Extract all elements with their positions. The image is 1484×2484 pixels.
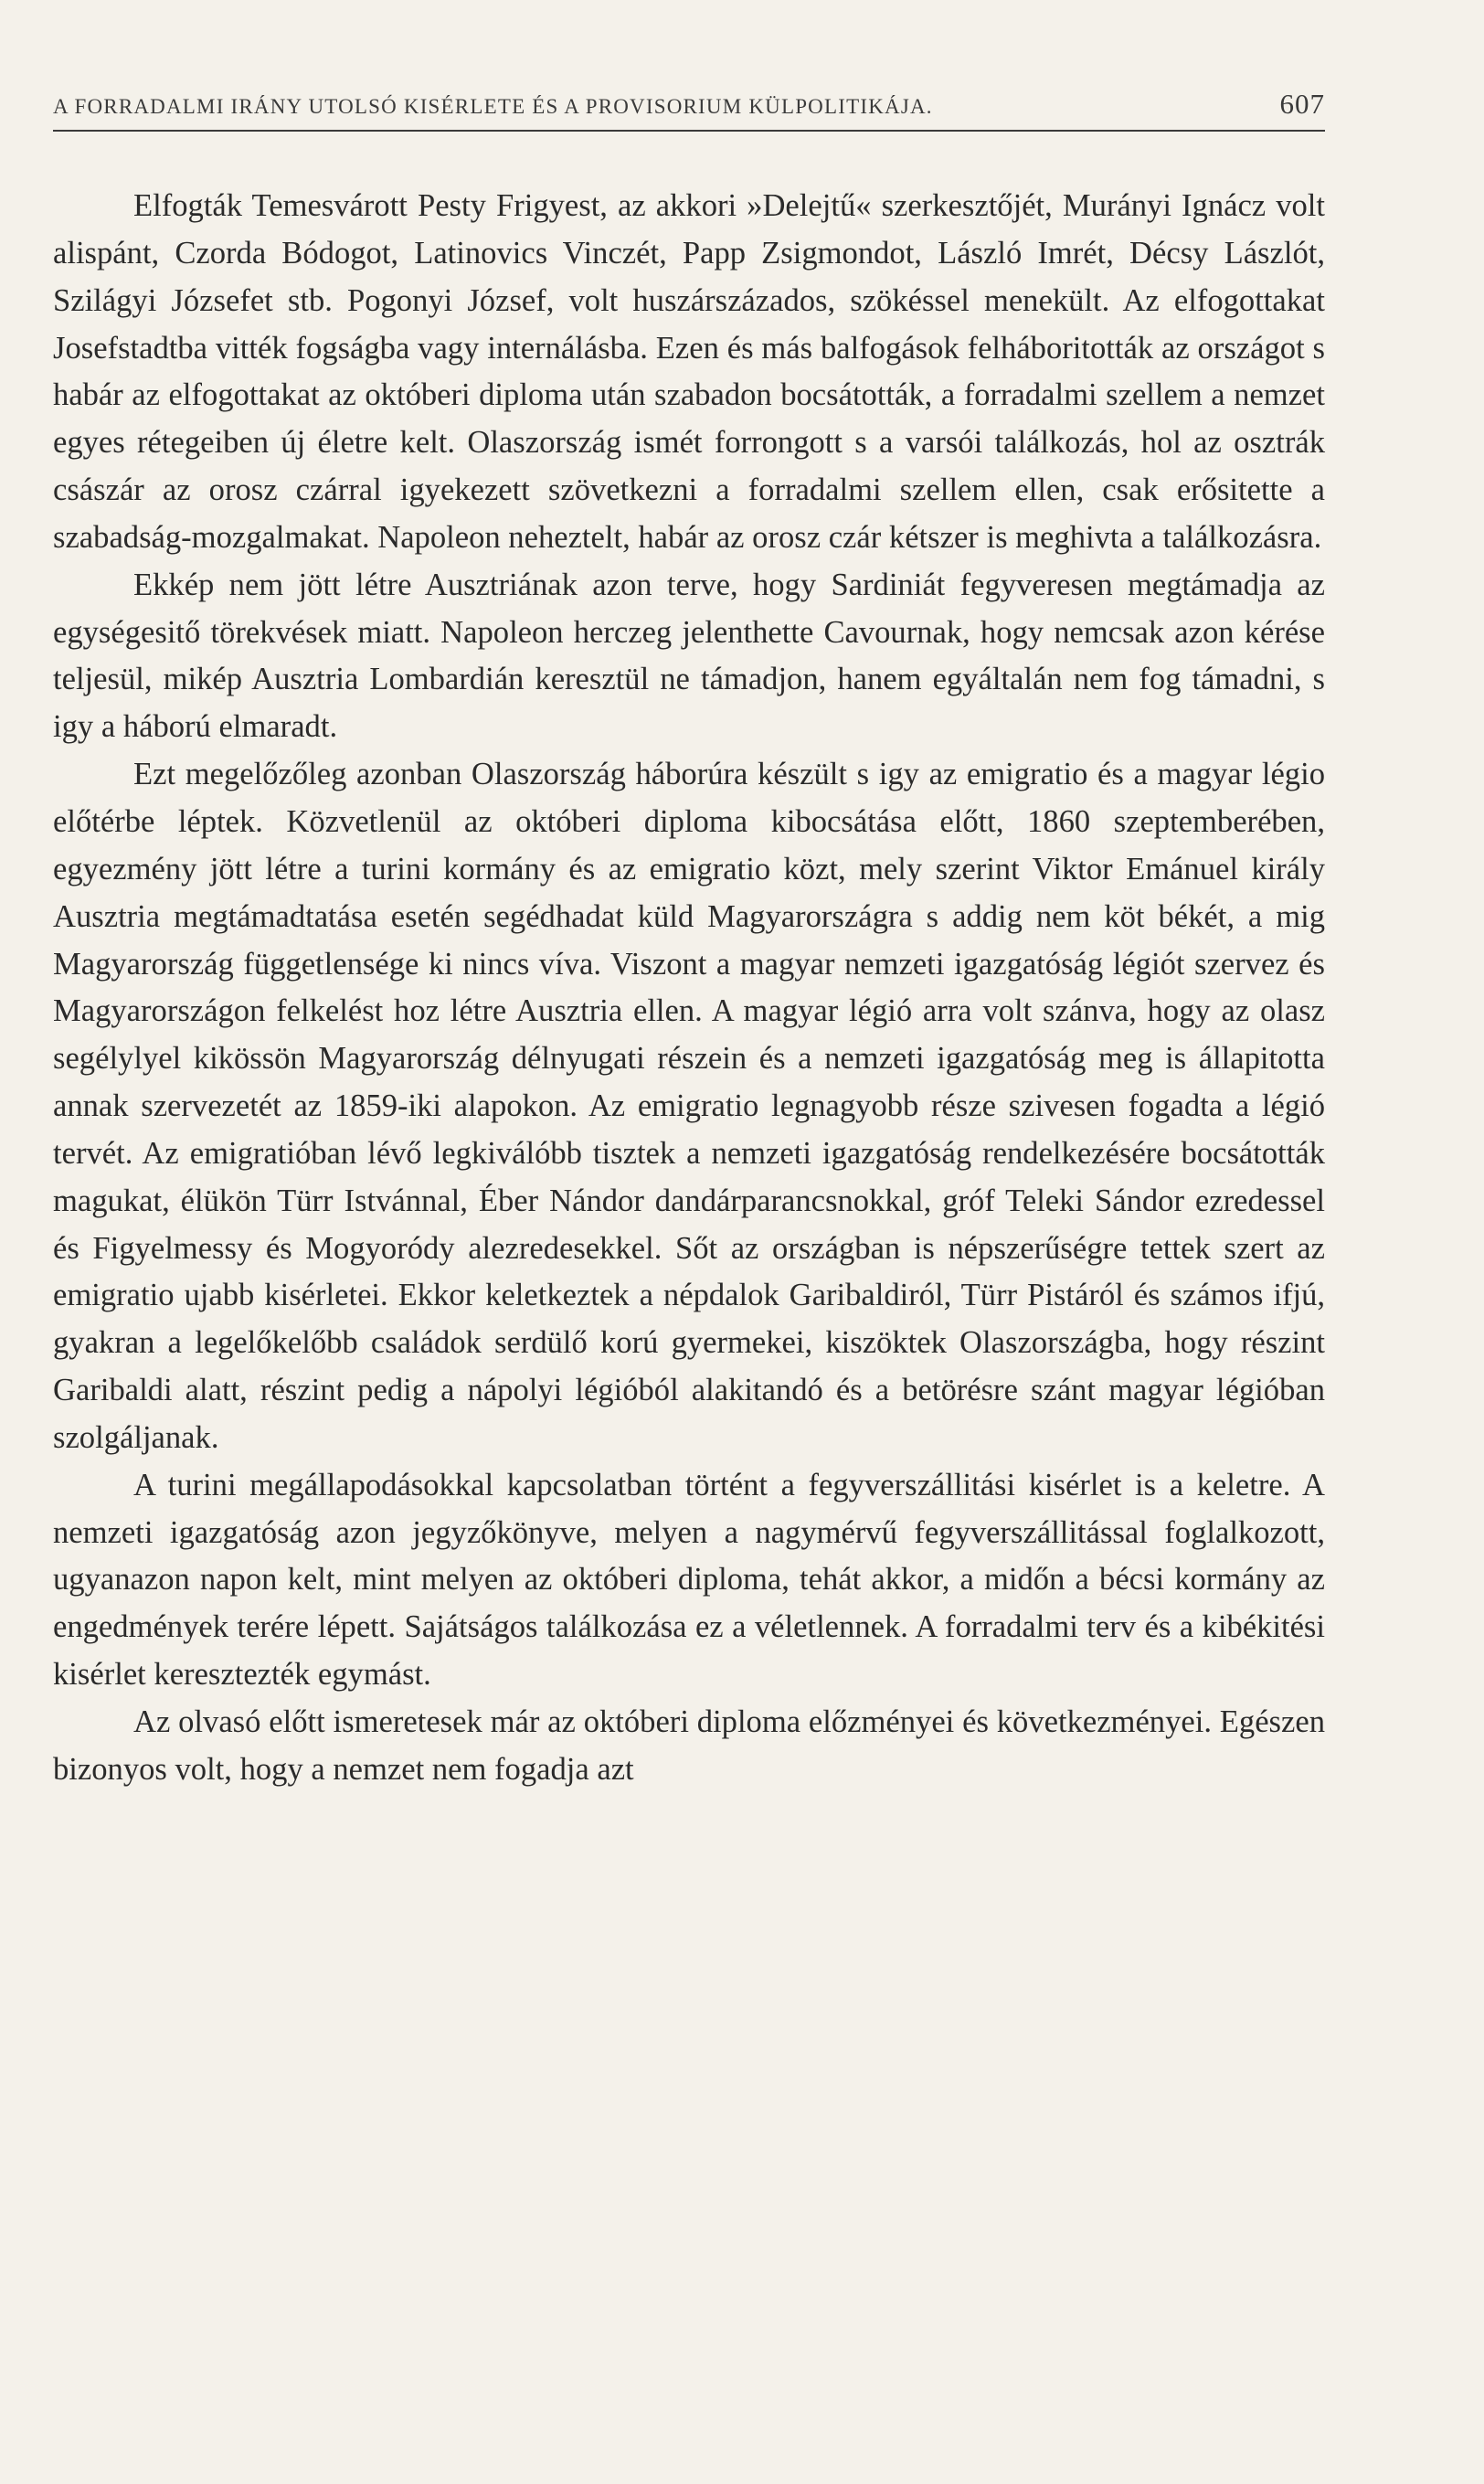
running-head-title: A FORRADALMI IRÁNY UTOLSÓ KISÉRLETE ÉS A PROVISORIUM KÜLPOLITIKÁJA. — [53, 95, 933, 118]
paragraph-1: Elfogták Temesvárott Pesty Frigyest, az akkori »Delejtű« szerkesztőjét, Murányi Ignácz volt alispánt, Czorda Bódogot, Latinovics Vinczét, Papp Zsigmondot, László Imrét, Décsy Lászlót, Szilágyi Józsefet stb. Pogonyi József, volt huszárszázados, szökéssel menekült. Az elfogottakat Josefstadtba vitték fogságba vagy internálásba. Ezen és más balfogások felháboritották az országot s habár az elfogottakat az októberi diploma után szabadon bocsátották, a forradalmi szellem a nemzet egyes rétegeiben új életre kelt. Olaszország ismét forrongott s a varsói találkozás, hol az osztrák császár az orosz czárral igyekezett szövetkezni a forradalmi szellem ellen, csak erősitette a szabadság-mozgalmakat. Napoleon neheztelt, habár az orosz czár kétszer is meghivta a találkozásra. — [53, 188, 1325, 555]
body-text — [53, 183, 1325, 1794]
paragraph-2: Ekkép nem jött létre Ausztriának azon terve, hogy Sardiniát fegyveresen megtámadja az egységesitő törekvések miatt. Napoleon herczeg jelenthette Cavournak, hogy nemcsak azon kérése teljesül, mikép Ausztria Lombardián keresztül ne támadjon, hanem egyáltalán nem fog támadni, s igy a háború elmaradt. — [53, 567, 1325, 745]
page-number: 607 — [1279, 88, 1325, 120]
running-head — [53, 88, 1325, 130]
paragraph-5: Az olvasó előtt ismeretesek már az októberi diploma előzményei és következményei. Egészen bizonyos volt, hogy a nemzet nem fogadja azt — [53, 1704, 1325, 1787]
header-rule — [53, 130, 1325, 132]
book-page — [53, 88, 1325, 1794]
paragraph-3: Ezt megelőzőleg azonban Olaszország háborúra készült s igy az emigratio és a magyar légio előtérbe léptek. Közvetlenül az októberi diploma kibocsátása előtt, 1860 szeptemberében, egyezmény jött létre a turini kormány és az emigratio közt, mely szerint Viktor Emánuel király Ausztria megtámadtatása esetén segédhadat küld Magyarországra s addig nem köt békét, a mig Magyarország függetlensége ki nincs víva. Viszont a magyar nemzeti igazgatóság légiót szervez és Magyarországon felkelést hoz létre Ausztria ellen. A magyar légió arra volt szánva, hogy az olasz segélylyel kikössön Magyarország délnyugati részein és a nemzeti igazgatóság meg is állapitotta annak szervezetét az 1859-iki alapokon. Az emigratio legnagyobb része szivesen fogadta a légió tervét. Az emigratióban lévő legkiválóbb tisztek a nemzeti igazgatóság rendelkezésére bocsátották magukat, élükön Türr Istvánnal, Éber Nándor dandárparancsnokkal, gróf Teleki Sándor ezredessel és Figyelmessy és Mogyoródy alezredesekkel. Sőt az országban is népszerűségre tettek szert az emigratio ujabb kisérletei. Ekkor keletkeztek a népdalok Garibaldiról, Türr Pistáról és számos ifjú, gyakran a legelőkelőbb családok serdülő korú gyermekei, kiszöktek Olaszországba, hogy részint Garibaldi alatt, részint pedig a nápolyi légióból alakitandó és a betörésre szánt magyar légióban szolgáljanak. — [53, 757, 1325, 1455]
paragraph-4: A turini megállapodásokkal kapcsolatban történt a fegyverszállitási kisérlet is a keletre. A nemzeti igazgatóság azon jegyzőkönyve, melyen a nagymérvű fegyverszállitással foglalkozott, ugyanazon napon kelt, mint melyen az októberi diploma, tehát akkor, a midőn a bécsi kormány az engedmények terére lépett. Sajátságos találkozása ez a véletlennek. A forradalmi terv és a kibékitési kisérlet keresztezték egymást. — [53, 1467, 1325, 1693]
